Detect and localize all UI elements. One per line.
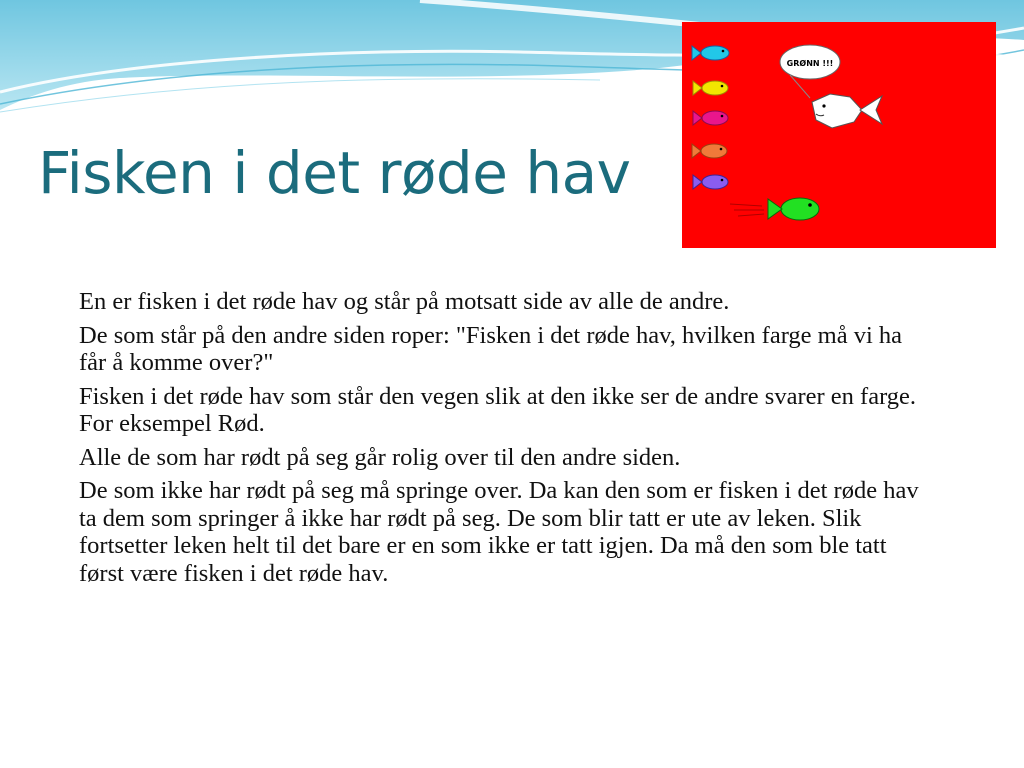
- speech-bubble-text: GRØNN !!!: [786, 59, 834, 68]
- red-sea-fish-illustration: [682, 22, 996, 248]
- slide-title: Fisken i det røde hav: [38, 139, 631, 207]
- paragraph-3: Fisken i det røde hav som står den vegen slik at den ikke ser de andre svarer en farge. For eksempel Rød.: [79, 382, 917, 437]
- paragraph-4: Alle de som har rødt på seg går rolig over til den andre siden.: [79, 443, 681, 471]
- slide-body: [79, 288, 919, 593]
- paragraph-1: En er fisken i det røde hav og står på motsatt side av alle de andre.: [79, 288, 730, 315]
- paragraph-2: De som står på den andre siden roper: "Fisken i det røde hav, hvilken farge må vi ha får å komme over?": [79, 321, 903, 376]
- paragraph-5: De som ikke har rødt på seg må springe over. Da kan den som er fisken i det røde hav ta dem som springer å ikke har rødt på seg. De som blir tatt er ute av leken. Slik fortsetter leken helt til det bare er en som ikke er tatt igjen. Da må den som ble tatt først være fisken i det røde hav.: [79, 477, 919, 587]
- red-sea-background: [682, 22, 996, 248]
